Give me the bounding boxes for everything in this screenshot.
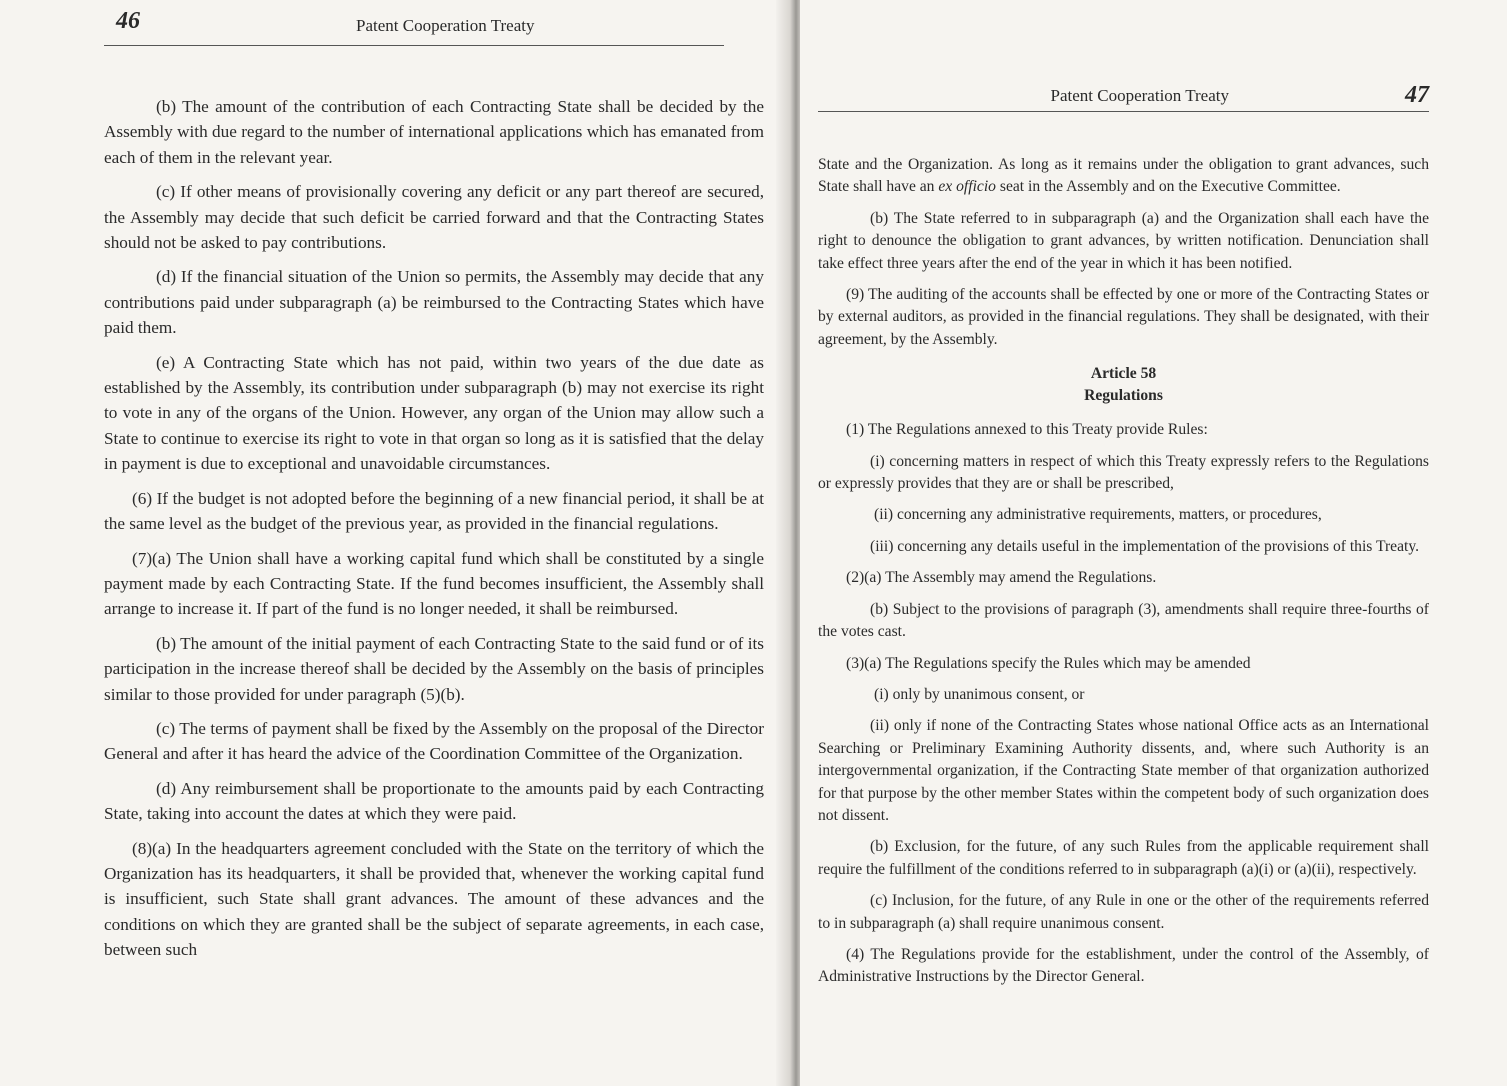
paragraph: (ii) only if none of the Contracting States whose national Office acts as an International Searching or Preliminary Examining Authority dissents, and, where such Authority is an intergovernmental organization, if the Contracting State member of that organization authorized for that purpose by the other member States within the competent body of such organization does not dissent.: [818, 717, 1429, 824]
text-run: State and the Organization. As long as it remains under the obligation to grant advances, such State shall have an: [818, 156, 1429, 196]
paragraph: (b) The State referred to in subparagraph (a) and the Organization shall each have the right to denounce the obligation to grant advances, by written notification. Denunciation shall take effect three years after the end of the year in which it has been notified.: [818, 209, 1429, 272]
paragraph: (iii) concerning any details useful in the implementation of the provisions of this Treaty.: [870, 537, 1420, 555]
paragraph: (2)(a) The Assembly may amend the Regulations.: [846, 569, 1157, 587]
right-page: [800, 0, 1507, 1086]
italic-term: ex officio: [938, 178, 996, 196]
header-rule: [104, 45, 724, 46]
paragraph: (i) only by unanimous consent, or: [874, 685, 1085, 703]
paragraph: (b) Subject to the provisions of paragraph (3), amendments shall require three-fourths of the votes cast.: [818, 600, 1429, 641]
article-number: Article 58: [1090, 365, 1157, 383]
page-number: 46: [116, 8, 140, 34]
paragraph: (d) If the financial situation of the Union so permits, the Assembly may decide that any contributions paid under subparagraph (a) be reimbursed to the Contracting States which have paid them.: [104, 267, 764, 338]
paragraph: (c) The terms of payment shall be fixed by the Assembly on the proposal of the Director General and after it has heard the advice of the Coordination Committee of the Organization.: [104, 718, 764, 764]
running-head: Patent Cooperation Treaty: [1050, 86, 1229, 105]
paragraph: (1) The Regulations annexed to this Treaty provide Rules:: [846, 421, 1208, 439]
continued-paragraph: [818, 154, 1429, 199]
paragraph: (d) Any reimbursement shall be proportionate to the amounts paid by each Contracting State, taking into account the dates at which they were paid.: [104, 778, 764, 824]
paragraph: (7)(a) The Union shall have a working capital fund which shall be constituted by a single payment made by each Contracting State. If the fund becomes insufficient, the Assembly shall arrange to increase it. If part of the fund is no longer needed, it shall be reimbursed.: [104, 548, 764, 619]
paragraph: (e) A Contracting State which has not paid, within two years of the due date as established by the Assembly, its contribution under subparagraph (b) may not exercise its right to vote in any of the organs of the Union. However, any organ of the Union may allow such a State to continue to exercise its right to vote in that organ so long as it is satisfied that the delay in payment is due to exceptional and unavoidable circumstances.: [104, 352, 764, 474]
paragraph: (ii) concerning any administrative requirements, matters, or procedures,: [874, 506, 1322, 524]
right-page-body: [818, 154, 1429, 989]
paragraph: (i) concerning matters in respect of which this Treaty expressly refers to the Regulations or expressly provides that they are or shall be prescribed,: [818, 452, 1429, 493]
paragraph: (b) Exclusion, for the future, of any such Rules from the applicable requirement shall require the fulfillment of the conditions referred to in subparagraph (a)(i) or (a)(ii), respectively.: [818, 838, 1429, 878]
paragraph: (b) The amount of the contribution of each Contracting State shall be decided by the Assembly with due regard to the number of international applications which has emanated from each of them in the relevant year.: [104, 97, 764, 167]
paragraph: (b) The amount of the initial payment of each Contracting State to the said fund or of its participation in the increase thereof shall be decided by the Assembly on the basis of principles similar to those provided for under paragraph (5)(b).: [104, 633, 764, 704]
running-head: Patent Cooperation Treaty: [356, 16, 535, 35]
header-rule: [818, 111, 1429, 112]
paragraph: (6) If the budget is not adopted before the beginning of a new financial period, it shall be at the same level as the budget of the previous year, as provided in the financial regulations.: [104, 488, 764, 534]
paragraph: (9) The auditing of the accounts shall be effected by one or more of the Contracting States or by external auditors, as provided in the financial regulations. They shall be designated, with their agreement, by the Assembly.: [818, 286, 1429, 348]
text-run: seat in the Assembly and on the Executive Committee.: [995, 178, 1341, 196]
article-heading: [818, 363, 1429, 407]
paragraph: (3)(a) The Regulations specify the Rules which may be amended: [846, 654, 1251, 672]
paragraph: (8)(a) In the headquarters agreement concluded with the State on the territory of which the Organization has its headquarters, it shall be provided that, whenever the working capital fund is insufficient, such State shall grant advances. The amount of these advances and the conditions on which they are granted shall be the subject of separate agreements, in each case, between such: [104, 838, 764, 960]
paragraph: (c) If other means of provisionally covering any deficit or any part thereof are secured, the Assembly may decide that such deficit be carried forward and that the Contracting States should not be asked to pay contributions.: [104, 182, 764, 253]
paragraph: (c) Inclusion, for the future, of any Rule in one or the other of the requirements referred to in subparagraph (a) shall require unanimous consent.: [818, 892, 1429, 932]
page-number: 47: [1405, 82, 1429, 108]
right-page-header: [818, 80, 1429, 114]
left-page-header: [104, 6, 764, 50]
paragraph: (4) The Regulations provide for the establishment, under the control of the Assembly, of Administrative Instructions by the Director General.: [818, 945, 1429, 986]
left-page-body: [104, 94, 764, 963]
article-title: Regulations: [1084, 387, 1163, 405]
